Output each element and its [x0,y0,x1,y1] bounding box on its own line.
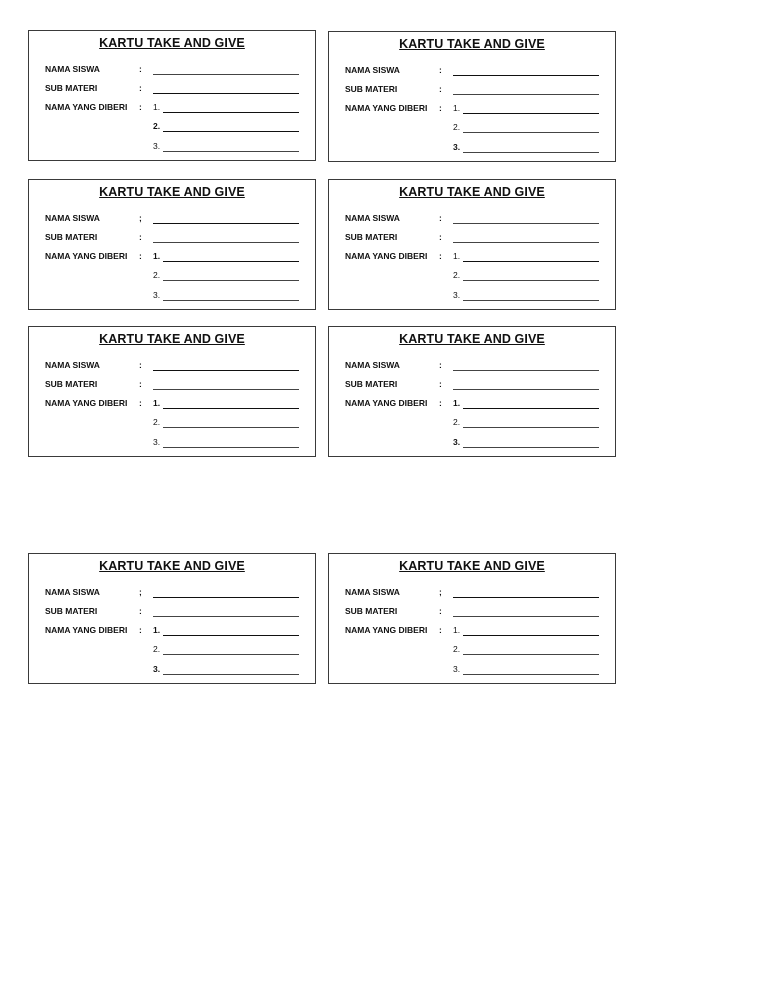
card-title: KARTU TAKE AND GIVE [399,559,545,573]
nama-yang-diberi-row-3 [345,290,601,304]
nama-yang-diberi-row-2 [45,270,301,284]
nama-yang-diberi-row-3 [345,142,601,156]
entry-number: 2. [153,121,161,131]
card-title: KARTU TAKE AND GIVE [399,332,545,346]
entry-field-3[interactable] [463,674,599,675]
nama-yang-diberi-label: NAMA YANG DIBERI [45,398,128,408]
nama-yang-diberi-row-3 [45,664,301,678]
colon: ; [439,587,442,597]
entry-number: 2. [153,417,161,427]
nama-yang-diberi-row-2 [345,270,601,284]
sub-materi-row [345,232,601,246]
nama-yang-diberi-row-1 [345,251,601,265]
entry-number: 2. [153,270,161,280]
take-and-give-card [28,30,316,161]
colon: ; [139,587,142,597]
entry-number: 1. [453,625,461,635]
nama-siswa-field[interactable] [453,370,599,371]
entry-number: 2. [453,644,461,654]
entry-number: 3. [453,142,461,152]
entry-number: 1. [153,102,161,112]
colon: : [439,606,442,616]
sub-materi-row [45,379,301,393]
nama-siswa-field[interactable] [453,75,599,76]
entry-number: 2. [453,270,461,280]
entry-field-1[interactable] [463,261,599,262]
take-and-give-card [328,326,616,457]
nama-siswa-field[interactable] [153,597,299,598]
nama-siswa-label: NAMA SISWA [345,213,400,223]
nama-yang-diberi-row-2 [45,644,301,658]
entry-field-3[interactable] [163,151,299,152]
nama-siswa-row [345,360,601,374]
colon: : [439,360,442,370]
nama-siswa-label: NAMA SISWA [345,587,400,597]
nama-yang-diberi-row-2 [345,644,601,658]
sub-materi-field[interactable] [453,616,599,617]
entry-field-3[interactable] [163,300,299,301]
sub-materi-field[interactable] [453,242,599,243]
entry-field-1[interactable] [163,408,299,409]
entry-field-3[interactable] [463,447,599,448]
take-and-give-card [28,326,316,457]
entry-field-1[interactable] [163,112,299,113]
nama-yang-diberi-row-1 [345,103,601,117]
entry-field-3[interactable] [163,674,299,675]
colon: : [439,103,442,113]
nama-siswa-row [45,360,301,374]
card-title: KARTU TAKE AND GIVE [399,185,545,199]
nama-siswa-field[interactable] [453,597,599,598]
nama-yang-diberi-row-2 [345,122,601,136]
take-and-give-card [28,553,316,684]
sub-materi-field[interactable] [153,389,299,390]
colon: : [439,379,442,389]
sub-materi-field[interactable] [453,94,599,95]
entry-field-1[interactable] [163,261,299,262]
entry-number: 1. [453,398,461,408]
entry-number: 3. [153,141,161,151]
nama-yang-diberi-row-1 [45,102,301,116]
take-and-give-card [28,179,316,310]
take-and-give-card [328,179,616,310]
colon: : [139,64,142,74]
nama-yang-diberi-row-1 [345,398,601,412]
entry-number: 1. [153,625,161,635]
entry-number: 1. [153,251,161,261]
colon: : [139,83,142,93]
nama-yang-diberi-label: NAMA YANG DIBERI [345,251,428,261]
colon: : [439,213,442,223]
entry-number: 3. [453,290,461,300]
nama-yang-diberi-label: NAMA YANG DIBERI [345,398,428,408]
nama-yang-diberi-row-3 [45,437,301,451]
nama-yang-diberi-label: NAMA YANG DIBERI [345,625,428,635]
colon: : [139,379,142,389]
nama-yang-diberi-row-3 [45,141,301,155]
nama-siswa-label: NAMA SISWA [45,587,100,597]
nama-yang-diberi-label: NAMA YANG DIBERI [45,102,128,112]
nama-siswa-row [45,64,301,78]
card-title: KARTU TAKE AND GIVE [99,185,245,199]
entry-field-1[interactable] [463,113,599,114]
sub-materi-row [45,232,301,246]
nama-yang-diberi-label: NAMA YANG DIBERI [345,103,428,113]
sub-materi-label: SUB MATERI [345,84,398,94]
nama-siswa-label: NAMA SISWA [345,65,400,75]
sub-materi-label: SUB MATERI [45,232,98,242]
nama-yang-diberi-row-1 [45,398,301,412]
entry-field-1[interactable] [163,635,299,636]
entry-field-1[interactable] [463,635,599,636]
entry-number: 2. [453,417,461,427]
sub-materi-row [345,379,601,393]
sub-materi-row [45,83,301,97]
nama-yang-diberi-row-1 [45,251,301,265]
entry-number: 1. [453,103,461,113]
nama-yang-diberi-row-1 [45,625,301,639]
nama-siswa-row [345,587,601,601]
colon: : [139,360,142,370]
nama-siswa-label: NAMA SISWA [45,213,100,223]
colon: ; [139,213,142,223]
colon: : [439,251,442,261]
take-and-give-card [328,553,616,684]
entry-field-2[interactable] [163,131,299,132]
colon: : [439,232,442,242]
entry-number: 3. [453,664,461,674]
entry-number: 3. [153,664,161,674]
take-and-give-card [328,31,616,162]
entry-field-3[interactable] [463,152,599,153]
colon: : [439,398,442,408]
entry-field-2[interactable] [463,654,599,655]
sub-materi-field[interactable] [453,389,599,390]
nama-yang-diberi-row-1 [345,625,601,639]
nama-siswa-label: NAMA SISWA [45,360,100,370]
colon: : [139,625,142,635]
colon: : [139,606,142,616]
colon: : [139,102,142,112]
entry-number: 1. [453,251,461,261]
card-title: KARTU TAKE AND GIVE [99,332,245,346]
sub-materi-label: SUB MATERI [45,606,98,616]
colon: : [439,84,442,94]
entry-number: 2. [153,644,161,654]
nama-siswa-field[interactable] [153,74,299,75]
sub-materi-row [345,606,601,620]
sub-materi-label: SUB MATERI [345,606,398,616]
entry-field-2[interactable] [463,427,599,428]
entry-number: 3. [153,437,161,447]
nama-yang-diberi-label: NAMA YANG DIBERI [45,625,128,635]
entry-number: 1. [153,398,161,408]
card-title: KARTU TAKE AND GIVE [99,36,245,50]
nama-siswa-field[interactable] [153,370,299,371]
entry-field-2[interactable] [463,132,599,133]
nama-siswa-label: NAMA SISWA [45,64,100,74]
sub-materi-label: SUB MATERI [45,83,98,93]
nama-yang-diberi-row-3 [345,664,601,678]
sub-materi-label: SUB MATERI [345,379,398,389]
nama-siswa-label: NAMA SISWA [345,360,400,370]
nama-siswa-field[interactable] [453,223,599,224]
colon: : [139,251,142,261]
entry-field-2[interactable] [163,427,299,428]
nama-yang-diberi-row-2 [45,417,301,431]
sub-materi-row [345,84,601,98]
nama-siswa-row [45,213,301,227]
colon: : [139,398,142,408]
entry-field-2[interactable] [163,280,299,281]
nama-yang-diberi-row-2 [345,417,601,431]
entry-field-2[interactable] [163,654,299,655]
sub-materi-field[interactable] [153,93,299,94]
sub-materi-label: SUB MATERI [45,379,98,389]
card-title: KARTU TAKE AND GIVE [399,37,545,51]
nama-yang-diberi-label: NAMA YANG DIBERI [45,251,128,261]
sub-materi-field[interactable] [153,616,299,617]
colon: : [439,65,442,75]
sub-materi-label: SUB MATERI [345,232,398,242]
entry-field-1[interactable] [463,408,599,409]
sub-materi-field[interactable] [153,242,299,243]
nama-siswa-row [345,65,601,79]
card-title: KARTU TAKE AND GIVE [99,559,245,573]
nama-siswa-field[interactable] [153,223,299,224]
entry-number: 3. [453,437,461,447]
nama-yang-diberi-row-3 [345,437,601,451]
entry-field-3[interactable] [463,300,599,301]
entry-field-3[interactable] [163,447,299,448]
entry-number: 2. [453,122,461,132]
entry-number: 3. [153,290,161,300]
entry-field-2[interactable] [463,280,599,281]
colon: : [439,625,442,635]
nama-yang-diberi-row-3 [45,290,301,304]
sub-materi-row [45,606,301,620]
nama-yang-diberi-row-2 [45,121,301,135]
nama-siswa-row [345,213,601,227]
nama-siswa-row [45,587,301,601]
colon: : [139,232,142,242]
